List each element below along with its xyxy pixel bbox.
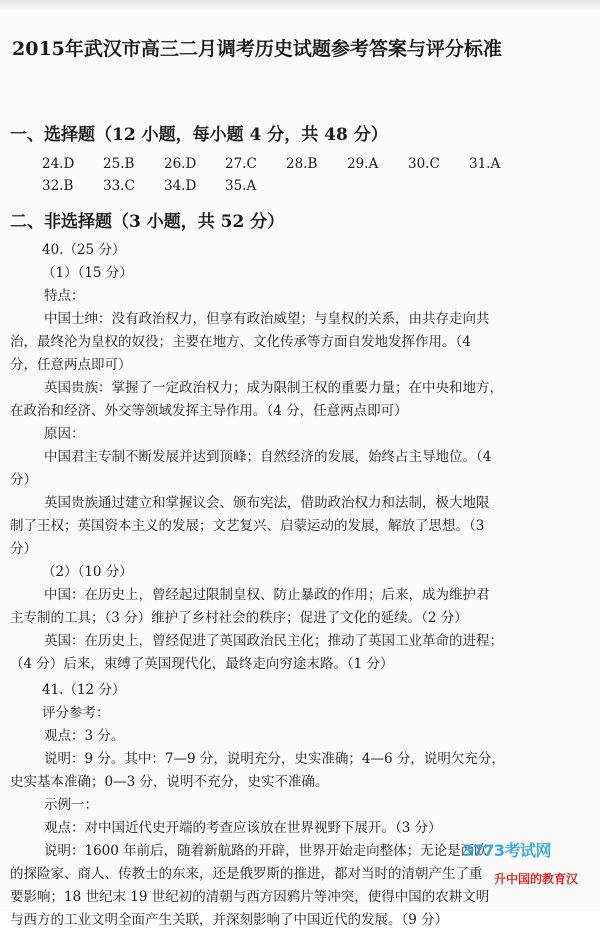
subquestion-2-header: （2）（10 分） [42,564,133,580]
text-line: 主专制的工具；（3 分）维护了乡村社会的秩序；促进了文化的延续。（2 分） [10,610,468,626]
text-line: 分） [10,472,37,488]
site-watermark [462,838,594,894]
text-line: 分，任意两点即可） [10,357,132,373]
text-line: 英国贵族：掌握了一定政治权力；成为限制王权的重要力量；在中央和地方， [44,380,503,396]
text-line: 要影响；18 世纪末 19 世纪初的清朝与西方因鸦片等冲突，使得中国的农耕文明 [10,889,490,905]
mc-answer: 24.D [42,156,75,172]
label-example-1: 示例一： [44,797,98,813]
question-40-header: 40.（25 分） [42,242,126,258]
mc-answer: 35.A [225,178,257,194]
text-line: 英国贵族通过建立和掌握议会、颁布宪法，借助政治权力和法制，极大地限 [44,495,490,511]
document-title: 2015年武汉市高三二月调考历史试题参考答案与评分标准 [12,38,502,60]
text-line: 中国士绅：没有政治权力，但享有政治威望；与皇权的关系，由共存走向共 [44,311,490,327]
mc-answer: 34.D [164,178,197,194]
mc-answer: 32.B [42,178,74,194]
mc-answer: 26.D [164,156,197,172]
watermark-subtext: 升中国的教育汉 [494,872,579,886]
text-line: 治，最终沦为皇权的奴役；主要在地方、文化传承等方面自发地发挥作用。（4 [10,334,471,350]
text-line: 与西方的工业文明全面产生关联，并深刻影响了中国近代的发展。（9 分） [10,912,449,928]
label-reasons: 原因： [44,426,85,442]
text-line: 中国：在历史上，曾经起过限制皇权、防止暴政的作用；后来，成为维护君 [44,587,490,603]
text-line: 英国：在历史上，曾经促进了英国政治民主化；推动了英国工业革命的进程； [44,633,503,649]
section-1-heading: 一、选择题（12 小题，每小题 4 分，共 48 分） [10,125,388,145]
text-line: 观点：对中国近代史开端的考查应该放在世界视野下展开。（3 分） [44,820,442,836]
watermark-logo-text: 3773考试网 [462,841,552,860]
section-2-heading: 二、非选择题（3 小题，共 52 分） [10,212,285,232]
question-41-header: 41.（12 分） [42,682,126,698]
subquestion-1-header: （1）（15 分） [42,265,133,281]
text-line: 制了王权；英国资本主义的发展；文艺复兴、启蒙运动的发展，解放了思想。（3 [10,518,485,534]
text-line: 的探险家、商人、传教士的东来，还是俄罗斯的推进，都对当时的清朝产生了重 [10,866,483,882]
mc-answer: 33.C [103,178,135,194]
text-line: 观点：3 分。 [44,728,125,744]
mc-answer: 27.C [225,156,257,172]
text-line: （4 分）后来，束缚了英国现代化，最终走向穷途末路。（1 分） [10,656,394,672]
text-line: 说明：1600 年前后，随着新航路的开辟，世界开始走向整体；无论是西欧 [44,843,488,859]
mc-answer: 25.B [103,156,135,172]
scan-edge-shadow [0,0,600,10]
text-line: 说明：9 分。其中：7—9 分，说明充分，史实准确；4—6 分，说明欠充分， [44,751,505,767]
mc-answer: 30.C [408,156,440,172]
label-features: 特点： [44,288,85,304]
mc-answer: 31.A [469,156,501,172]
text-line: 史实基本准确；0—3 分，说明不充分，史实不准确。 [10,774,329,790]
text-line: 中国君主专制不断发展并达到顶峰；自然经济的发展，始终占主导地位。（4 [44,449,492,465]
text-line: 分） [10,541,37,557]
text-line: 在政治和经济、外交等领域发挥主导作用。（4 分，任意两点即可） [10,403,408,419]
mc-answer: 29.A [347,156,379,172]
mc-answer: 28.B [286,156,318,172]
label-scoring-reference: 评分参考： [42,705,110,721]
